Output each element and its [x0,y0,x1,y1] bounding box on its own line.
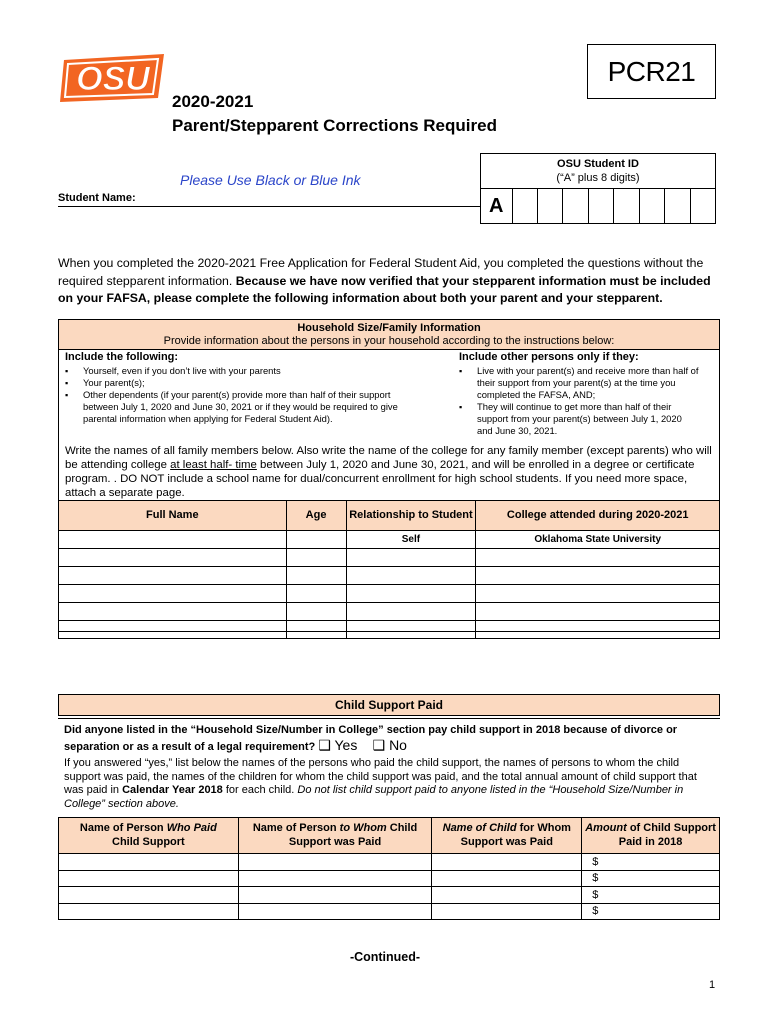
student-name-label: Student Name: [58,192,136,204]
col-amount [582,818,720,854]
payer-cell[interactable] [59,887,239,904]
college-cell[interactable] [476,567,720,585]
table-row [59,887,720,904]
household-subtitle: Provide information about the persons in your household according to the instructions below: [163,335,615,347]
recipient-cell[interactable] [238,903,432,920]
question-text: Did anyone listed in the “Household Size/Number in College” section pay child support in 2018 because of divorce or separation or as a result of a legal requirement? [64,724,678,753]
header-text: Name of Person [252,822,340,834]
osu-logo [58,50,170,106]
table-header-row [59,818,720,854]
yes-checkbox[interactable]: ❑ Yes [318,737,358,753]
child-support-instructions [64,757,714,811]
instr-bold: Calendar Year 2018 [122,784,223,796]
table-row [59,531,720,549]
table-row [59,621,720,639]
amount-cell[interactable]: $ [582,887,720,904]
student-id-header [480,153,716,188]
table-row [59,603,720,621]
table-row [59,549,720,567]
recipient-cell[interactable] [238,870,432,887]
relationship-cell[interactable] [346,567,476,585]
household-section [58,319,720,632]
student-id-digit[interactable] [588,189,613,223]
other-persons-list [453,365,715,437]
col-relationship: Relationship to Student [346,501,476,531]
household-title: Household Size/Family Information [297,322,481,334]
age-cell[interactable] [286,603,346,621]
form-id: PCR21 [587,44,716,99]
table-row [59,854,720,871]
ink-note: Please Use Black or Blue Ink [180,172,361,188]
amount-cell[interactable]: $ [582,870,720,887]
list-item: ▪ Other dependents (if your parent(s) provide more than half of their support between July 1, 2020 and June 30, 2021 or if they would be required to give parental information when applying for Federal Student Aid). [59,389,439,425]
child-cell[interactable] [432,870,582,887]
header-text: of Child Support Paid in 2018 [618,822,716,848]
student-id-digit[interactable] [512,189,537,223]
family-table [58,500,720,639]
list-item: ▪ Your parent(s); [59,377,439,389]
amount-cell[interactable]: $ [582,903,720,920]
header-italic: Amount [585,822,627,834]
student-id-digit[interactable] [690,189,715,223]
amount-cell[interactable]: $ [582,854,720,871]
age-cell[interactable] [286,549,346,567]
name-cell[interactable] [59,567,287,585]
age-cell[interactable] [286,621,346,639]
student-id-prefix: A [489,194,504,217]
student-id-field[interactable] [480,188,716,224]
instr-text: for each child. [222,784,298,796]
instr-underlined: at least half- time [170,459,257,471]
payer-cell[interactable] [59,870,239,887]
child-cell[interactable] [432,903,582,920]
intro-text: When you completed the 2020-2021 Free Application for Federal Student Aid, you completed the questions without the required stepparent information. [58,256,704,288]
col-age: Age [286,501,346,531]
age-cell[interactable] [286,531,346,549]
include-label: Include the following: [65,351,179,363]
form-title: Parent/Stepparent Corrections Required [172,116,497,135]
header-italic: Name of Child [442,822,517,834]
child-support-question [58,718,720,756]
header-italic: to Whom [339,822,387,834]
col-full-name: Full Name [59,501,287,531]
header-italic: Who Paid [166,822,217,834]
logo-text: OSU [76,60,150,98]
page-number: 1 [709,979,716,991]
instr-text: between July 1, 2020 and June 30, 2021, and will be enrolled in a degree or certificate program. . DO NOT include a school name for dual/concurrent enrollment for high school students. If you need more space, attach a separate page. [65,459,695,499]
student-id-digit[interactable] [562,189,587,223]
table-row [59,567,720,585]
child-support-title: Child Support Paid [58,694,720,716]
instr-text: Write the names of all family members below. Also write the name of the college for any family member (except parents) who will be attending college [65,445,712,471]
age-cell[interactable] [286,567,346,585]
col-college: College attended during 2020-2021 [476,501,720,531]
child-cell[interactable] [432,887,582,904]
age-cell[interactable] [286,585,346,603]
college-cell[interactable] [476,621,720,639]
relationship-cell[interactable] [346,603,476,621]
name-cell[interactable] [59,621,287,639]
recipient-cell[interactable] [238,854,432,871]
college-cell[interactable] [476,585,720,603]
col-child [432,818,582,854]
list-item: ▪ They will continue to get more than half of their support from your parent(s) between July 1, 2020 and June 30, 2021. [453,401,715,437]
student-id-digit[interactable] [537,189,562,223]
header-text: Child Support [112,835,185,848]
name-cell[interactable] [59,549,287,567]
header-text: Child Support was Paid [288,822,418,848]
student-id-digit[interactable] [639,189,664,223]
recipient-cell[interactable] [238,887,432,904]
include-list [59,365,439,425]
child-support-table [58,817,720,920]
payer-cell[interactable] [59,854,239,871]
list-item: ▪ Yourself, even if you don’t live with your parents [59,365,439,377]
form-year: 2020-2021 [172,92,254,111]
col-recipient [238,818,432,854]
name-cell[interactable] [59,531,287,549]
student-id-hint: (“A” plus 8 digits) [556,172,640,184]
header-text: Name of Person [79,822,167,834]
family-instructions [65,444,715,500]
household-header [59,320,719,350]
payer-cell[interactable] [59,903,239,920]
student-id-digit[interactable] [613,189,638,223]
col-payer [59,818,239,854]
other-persons-label: Include other persons only if they: [459,351,639,363]
student-id-digit[interactable] [664,189,689,223]
name-cell[interactable] [59,585,287,603]
college-cell[interactable] [476,549,720,567]
relationship-cell[interactable] [346,549,476,567]
header-text: for Whom Support was Paid [460,822,571,848]
table-row [59,585,720,603]
instr-text: If you answered “yes,” list below the names of the persons who paid the child support, the names of persons to whom the child support was paid, the names of the children for whom the child support was paid, and the total annual amount of child support that was paid in [64,757,697,796]
relationship-cell[interactable] [346,585,476,603]
college-cell[interactable] [476,603,720,621]
continued-label: -Continued- [349,950,421,964]
child-cell[interactable] [432,854,582,871]
college-cell: Oklahoma State University [476,531,720,549]
table-row [59,870,720,887]
list-item: ▪ Live with your parent(s) and receive more than half of their support from your parent(s) at the time you completed the FAFSA, AND; [453,365,715,401]
table-header-row [59,501,720,531]
relationship-cell[interactable] [346,621,476,639]
intro-bold-text: Because we have now verified that your stepparent information must be included on your FAFSA, please complete the following information about both your parent and your stepparent. [58,273,711,305]
intro-paragraph [58,255,720,308]
student-name-field[interactable] [58,206,480,207]
table-row [59,903,720,920]
student-id-title: OSU Student ID [557,158,639,170]
name-cell[interactable] [59,603,287,621]
no-checkbox[interactable]: ❑ No [372,737,407,753]
instr-italic: Do not list child support paid to anyone listed in the “Household Size/Number in College” section above. [64,784,684,810]
relationship-cell: Self [346,531,476,549]
